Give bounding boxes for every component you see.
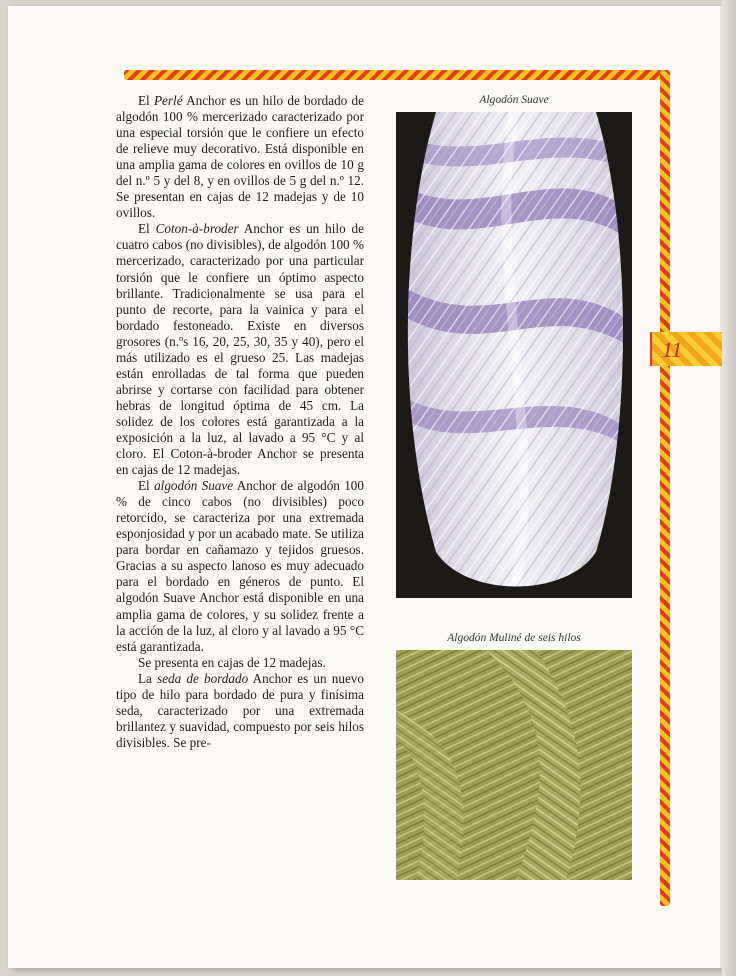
page-number: 11: [662, 337, 683, 362]
italic-term: Coton-à-broder: [155, 221, 239, 237]
text-run: Anchor es un hilo de bordado de algodón 100 % mercerizado caracterizado por una especial torsión que le confiere un efecto de relieve muy decorativo. Está disponible en una amplia gama de colores en ovillos de 10 g del n.º 5 y del 8, y en ovillos de 5 g del n.º 12. Se presentan en cajas de 12 madejas y de 10 ovillos.: [116, 93, 364, 221]
text-run: Anchor de algodón 100 % de cinco cabos (no divisibles) poco retorcido, se caracteriza por una extremada esponjosidad y por un acabado mate. Se utiliza para bordar en cañamazo y tejidos gruesos. Gracias a su aspecto lanoso es muy adecuado para el bordado en géneros de punto. El algodón Suave Anchor está disponible en una amplia gama de colores, y su solidez frente a la acción de la luz, al cloro y al lavado a 95 °C está garantizada.: [116, 478, 364, 654]
body-text-column: [116, 93, 364, 751]
text-run: Anchor es un nuevo tipo de hilo para bordado de pura y finísima seda, caracterizado por una extremada brillantez y suavidad, compuesto por seis hilos divisibles. Se pre-: [116, 670, 364, 750]
decorative-braid-top: [124, 70, 666, 80]
body-paragraph: [116, 93, 364, 221]
text-run: El: [138, 93, 154, 108]
body-paragraph: [116, 655, 364, 671]
caption-bottom: Algodón Muliné de seis hilos: [447, 632, 581, 644]
body-paragraph: [116, 221, 364, 478]
decorative-braid-right: [660, 70, 670, 906]
photo-algodon-muline: [396, 650, 632, 880]
italic-term: algodón Suave: [154, 478, 234, 494]
italic-term: Perlé: [153, 93, 183, 108]
italic-term: seda de bordado: [157, 670, 249, 686]
text-run: El: [138, 221, 156, 237]
text-run: Anchor es un hilo de cuatro cabos (no divisibles), de algodón 100 % mercerizado, caracterizado por una particular torsión que le confiere un óptimo aspecto brillante. Tradicionalmente se usa para el punto de recorte, para la vainica y para el bordado festoneado. Existe en diversos grosores (n.ºs 16, 20, 25, 30, 35 y 40), pero el más utilizado es el grueso 25. Las madejas están enrolladas de tal forma que pueden abrirse y cortarse con facilidad para obtener hebras de longitud óptima de 45 cm. La solidez de los colores está garantizada a la exposición a la luz, al lavado a 95 °C y al cloro. El Coton-à-broder Anchor se presenta en cajas de 12 madejas.: [116, 221, 364, 478]
text-run: La: [138, 670, 158, 686]
photo-algodon-suave: [396, 112, 632, 598]
text-run: El: [138, 478, 155, 494]
text-run: Se presenta en cajas de 12 madejas.: [138, 654, 326, 670]
body-paragraph: [116, 478, 364, 655]
body-paragraph: [116, 671, 364, 751]
caption-top: Algodón Suave: [479, 94, 549, 106]
page-edge: [722, 0, 736, 976]
